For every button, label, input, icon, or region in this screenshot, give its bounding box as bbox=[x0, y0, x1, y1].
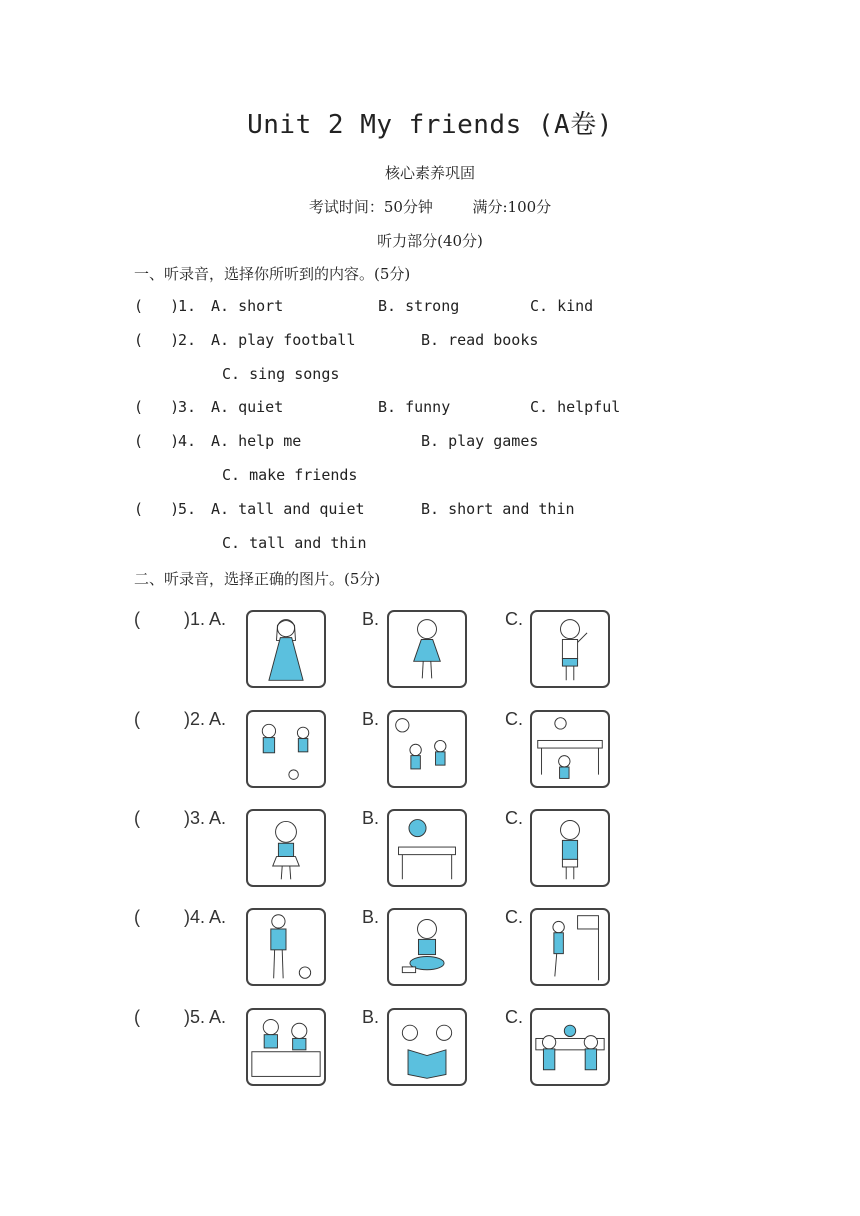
answer-paren[interactable]: ( bbox=[134, 609, 140, 629]
question-label: )3. A. bbox=[184, 808, 227, 828]
option-c: C. kind bbox=[530, 297, 594, 315]
option-a: A. short bbox=[211, 297, 284, 315]
option-b: B. short and thin bbox=[421, 500, 575, 518]
picture-girl-long-dress[interactable] bbox=[246, 610, 326, 688]
answer-paren[interactable]: ( ) bbox=[134, 500, 180, 518]
question-number: 2. bbox=[178, 331, 197, 349]
question-number: 3. bbox=[178, 398, 197, 416]
picture-playing-football[interactable] bbox=[246, 710, 326, 788]
option-c-label: C. bbox=[505, 609, 523, 629]
picture-basketball[interactable] bbox=[530, 908, 610, 986]
option-c: C. sing songs bbox=[222, 365, 340, 383]
option-b: B. strong bbox=[378, 297, 460, 315]
picture-girl-singing[interactable] bbox=[246, 809, 326, 887]
option-c: C. tall and thin bbox=[222, 534, 367, 552]
picture-children-sun[interactable] bbox=[387, 710, 467, 788]
answer-paren[interactable]: ( bbox=[134, 1007, 140, 1027]
option-b-label: B. bbox=[362, 709, 380, 729]
question-number: 1. bbox=[178, 297, 197, 315]
option-c: C. helpful bbox=[530, 398, 621, 416]
part-label: 听力部分(40分) bbox=[377, 232, 483, 250]
option-c-label: C. bbox=[505, 907, 523, 927]
question-number: 5. bbox=[178, 500, 197, 518]
question-label: )2. A. bbox=[184, 709, 227, 729]
picture-kids-reading-book[interactable] bbox=[387, 1008, 467, 1086]
picture-two-kids-desk[interactable] bbox=[246, 1008, 326, 1086]
exam-info bbox=[0, 196, 860, 217]
answer-paren[interactable]: ( ) bbox=[134, 432, 180, 450]
subtitle: 核心素养巩固 bbox=[384, 164, 475, 182]
answer-paren[interactable]: ( bbox=[134, 808, 140, 828]
option-c-label: C. bbox=[505, 709, 523, 729]
section2-heading: 二、听录音，选择正确的图片。(5分) bbox=[134, 570, 381, 588]
question-label: )1. A. bbox=[184, 609, 227, 629]
exam-time: 考试时间：50分钟 bbox=[308, 198, 433, 216]
option-b: B. play games bbox=[421, 432, 539, 450]
full-score: 满分:100分 bbox=[472, 198, 552, 216]
answer-paren[interactable]: ( ) bbox=[134, 297, 180, 315]
answer-paren[interactable]: ( ) bbox=[134, 331, 180, 349]
option-b-label: B. bbox=[362, 1007, 380, 1027]
option-c-label: C. bbox=[505, 1007, 523, 1027]
page-title: Unit 2 My friends (A卷) bbox=[247, 110, 613, 140]
option-a: A. help me bbox=[211, 432, 302, 450]
answer-paren[interactable]: ( bbox=[134, 907, 140, 927]
question-label: )5. A. bbox=[184, 1007, 227, 1027]
option-b-label: B. bbox=[362, 907, 380, 927]
option-b: B. read books bbox=[421, 331, 539, 349]
picture-boy-sitting-books[interactable] bbox=[387, 908, 467, 986]
option-c-label: C. bbox=[505, 808, 523, 828]
picture-kids-party[interactable] bbox=[530, 1008, 610, 1086]
question-label: )4. A. bbox=[184, 907, 227, 927]
answer-paren[interactable]: ( bbox=[134, 709, 140, 729]
picture-girl-short-dress[interactable] bbox=[387, 610, 467, 688]
picture-girl-reading-desk[interactable] bbox=[387, 809, 467, 887]
option-b-label: B. bbox=[362, 808, 380, 828]
option-c: C. make friends bbox=[222, 466, 358, 484]
picture-boy-waving[interactable] bbox=[530, 610, 610, 688]
option-b-label: B. bbox=[362, 609, 380, 629]
picture-boy-pointing[interactable] bbox=[530, 809, 610, 887]
picture-ping-pong[interactable] bbox=[530, 710, 610, 788]
answer-paren[interactable]: ( ) bbox=[134, 398, 180, 416]
section1-heading: 一、听录音，选择你所听到的内容。(5分) bbox=[134, 265, 411, 283]
option-a: A. tall and quiet bbox=[211, 500, 365, 518]
question-number: 4. bbox=[178, 432, 197, 450]
option-a: A. quiet bbox=[211, 398, 284, 416]
picture-tall-man-ball[interactable] bbox=[246, 908, 326, 986]
option-a: A. play football bbox=[211, 331, 356, 349]
option-b: B. funny bbox=[378, 398, 451, 416]
